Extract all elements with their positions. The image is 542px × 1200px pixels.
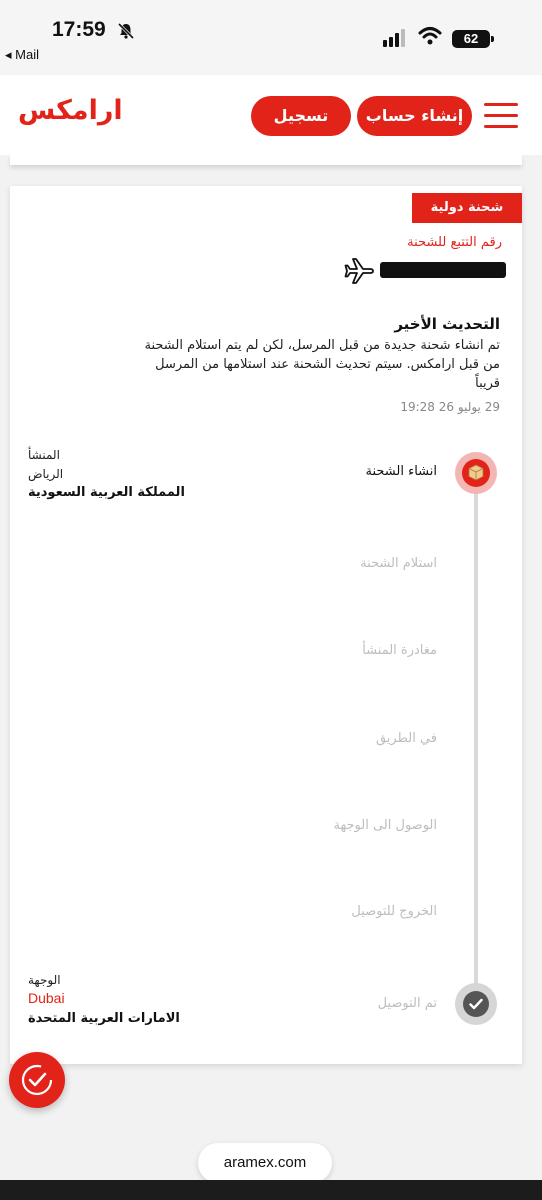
origin-country: المملكة العربية السعودية bbox=[28, 485, 185, 500]
wifi-icon bbox=[418, 26, 442, 46]
aramex-logo[interactable]: ارامكس bbox=[18, 95, 123, 126]
timeline-step-departed-origin: مغادرة المنشأ bbox=[362, 643, 437, 658]
airplane-icon bbox=[343, 256, 375, 286]
site-header bbox=[0, 75, 542, 155]
battery-icon: 62 bbox=[452, 30, 490, 48]
timeline-step-created: انشاء الشحنة bbox=[365, 464, 437, 479]
origin-city: الرياض bbox=[28, 467, 64, 481]
bell-slash-icon bbox=[117, 22, 135, 40]
cellular-signal-icon bbox=[383, 29, 409, 47]
tracking-number-redacted bbox=[380, 262, 506, 278]
create-account-button[interactable]: إنشاء حساب bbox=[357, 96, 472, 136]
check-icon bbox=[469, 998, 483, 1010]
timeline-step-arrived-destination: الوصول الى الوجهة bbox=[333, 818, 437, 833]
hamburger-menu-icon[interactable] bbox=[484, 103, 518, 129]
package-box-icon bbox=[468, 464, 484, 481]
timeline-node-delivered bbox=[455, 983, 497, 1025]
browser-url-bar[interactable]: aramex.com bbox=[198, 1143, 332, 1183]
feedback-badge-button[interactable] bbox=[9, 1052, 65, 1108]
timeline-step-picked-up: استلام الشحنة bbox=[360, 556, 437, 571]
destination-label: الوجهة bbox=[28, 973, 61, 987]
last-update-message: تم انشاء شحنة جديدة من قبل المرسل، لكن لم يتم استلام الشحنة من قبل ارامكس. سيتم تحديث الشحنة عند استلامها من المرسل قريباً bbox=[144, 338, 500, 391]
destination-country: الامارات العربية المتحدة bbox=[28, 1011, 180, 1026]
last-update-title: التحديث الأخير bbox=[394, 315, 500, 333]
timeline-track bbox=[474, 476, 478, 994]
login-button[interactable]: تسجيل bbox=[251, 96, 351, 136]
last-update-date: 29 يوليو 26 19:28 bbox=[400, 400, 500, 414]
checkmark-badge-icon bbox=[20, 1063, 54, 1097]
timeline-step-out-for-delivery: الخروج للتوصيل bbox=[351, 904, 437, 919]
header-divider bbox=[10, 155, 522, 165]
tracking-number-label: رقم التتبع للشحنة bbox=[407, 235, 502, 250]
timeline-step-in-transit: في الطريق bbox=[375, 731, 437, 746]
tracking-card bbox=[10, 186, 522, 1064]
timeline-node-current bbox=[455, 452, 497, 494]
destination-city: Dubai bbox=[28, 990, 65, 1006]
timeline-step-delivered: تم التوصيل bbox=[377, 996, 437, 1011]
browser-bottom-bar bbox=[0, 1180, 542, 1200]
status-time: 17:59 bbox=[52, 18, 106, 41]
back-to-mail-link[interactable]: ◂ Mail bbox=[5, 47, 39, 62]
shipment-type-badge: شحنة دولية bbox=[412, 193, 522, 223]
status-bar bbox=[0, 0, 542, 75]
origin-label: المنشأ bbox=[28, 448, 60, 462]
